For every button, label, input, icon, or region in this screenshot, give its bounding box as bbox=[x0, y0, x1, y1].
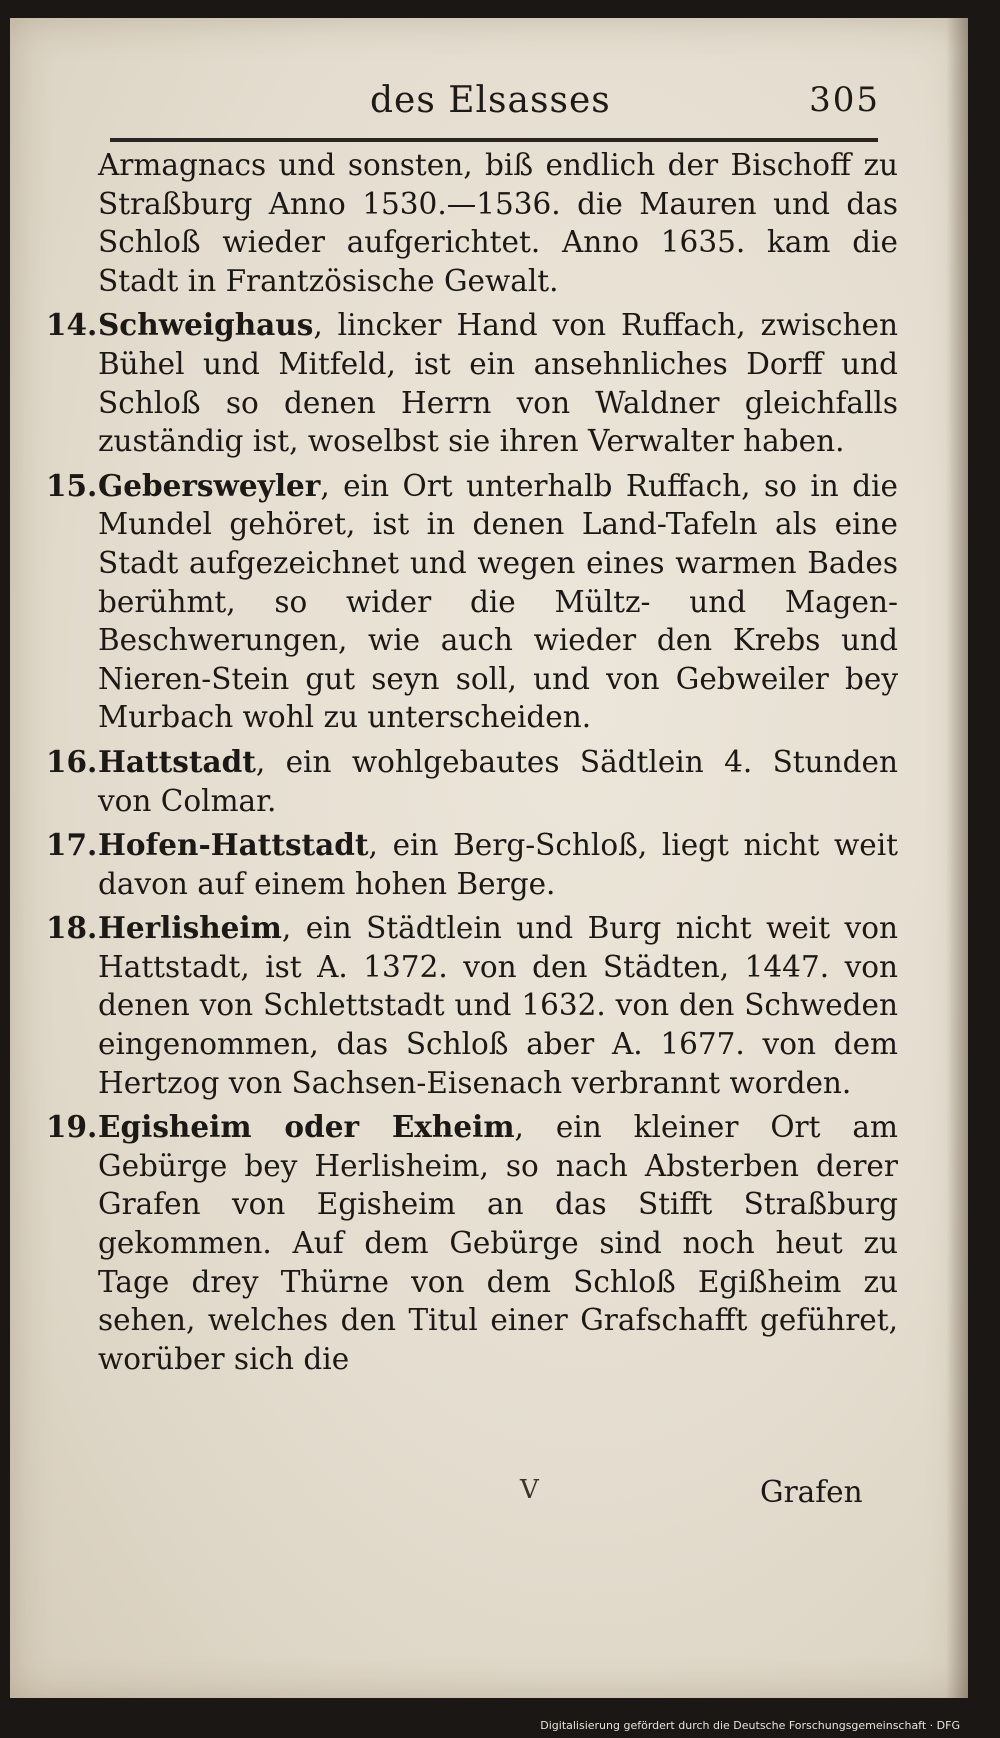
entry-number: 14. bbox=[46, 307, 98, 343]
entry-text: , ein Ort unterhalb Ruffach, so in die Mundel gehöret, ist in denen Land-Tafeln als eine Stadt aufgezeichnet und wegen eines warmen Bades berühmt, so wider die Mültz- und Magen-Beschwerungen, wie auch wieder den Krebs und Nieren-Stein gut seyn soll, und von Gebweiler bey Murbach wohl zu unterscheiden. bbox=[98, 468, 898, 735]
entry-heading: Hattstadt bbox=[98, 743, 256, 779]
running-title: des Elsasses bbox=[370, 80, 611, 121]
page-header bbox=[90, 62, 890, 122]
entry-19 bbox=[46, 1108, 898, 1378]
entry-text: , ein wohlgebautes Sädtlein 4. Stunden von Colmar. bbox=[98, 744, 898, 818]
page-number: 305 bbox=[809, 80, 880, 120]
entry-number: 17. bbox=[46, 827, 98, 863]
entry-number: 16. bbox=[46, 743, 98, 779]
entry-heading: Schweighaus bbox=[98, 307, 314, 343]
entry-heading: Hofen-Hattstadt bbox=[98, 827, 369, 863]
entry-18 bbox=[46, 909, 898, 1102]
entry-text: , ein Berg-Schloß, liegt nicht weit davon auf einem hohen Berge. bbox=[98, 828, 898, 901]
entry-16 bbox=[46, 743, 898, 820]
signature-mark: V bbox=[520, 1475, 539, 1505]
digitization-credit: Digitalisierung gefördert durch die Deutsche Forschungsgemeinschaft · DFG bbox=[540, 1719, 960, 1732]
entry-number: 15. bbox=[46, 467, 98, 503]
catchword: Grafen bbox=[760, 1475, 863, 1509]
entry-number: 18. bbox=[46, 910, 98, 946]
entry-text: , ein kleiner Ort am Gebürge bey Herlisheim, so nach Absterben derer Grafen von Egisheim an das Stifft Straßburg gekommen. Auf dem Gebürge sind noch heut zu Tage drey Thürne von dem Schloß Egißheim zu sehen, welches den Titul einer Grafschafft geführet, worüber sich die bbox=[98, 1110, 898, 1376]
entry-number: 19. bbox=[46, 1109, 98, 1145]
entry-17 bbox=[46, 826, 898, 903]
entry-15 bbox=[46, 467, 898, 737]
body-text bbox=[46, 146, 898, 1384]
entry-text: , ein Städtlein und Burg nicht weit von Hattstadt, ist A. 1372. von den Städten, 1447. von denen von Schlettstadt und 1632. von den Schweden eingenommen, das Schloß aber A. 1677. von dem Hertzog von Sachsen-Eisenach verbrannt worden. bbox=[98, 911, 898, 1100]
page-edge-shadow bbox=[946, 18, 968, 1698]
paragraph-text: Armagnacs und sonsten, biß endlich der Bischoff zu Straßburg Anno 1530.—1536. die Mauren und das Schloß wieder aufgerichtet. Anno 1635. kam die Stadt in Frantzösische Gewalt. bbox=[98, 148, 898, 298]
entry-heading: Herlisheim bbox=[98, 910, 282, 946]
entry-heading: Egisheim oder Exheim bbox=[98, 1109, 515, 1145]
entry-text: , lincker Hand von Ruffach, zwischen Bühel und Mitfeld, ist ein ansehnliches Dorff und Schloß so denen Herrn von Waldner gleichfalls zuständig ist, woselbst sie ihren Verwalter haben. bbox=[98, 308, 898, 459]
paragraph-continuation bbox=[98, 146, 898, 300]
header-rule bbox=[110, 138, 878, 142]
entry-14 bbox=[46, 306, 898, 460]
entry-heading: Gebersweyler bbox=[98, 467, 321, 503]
